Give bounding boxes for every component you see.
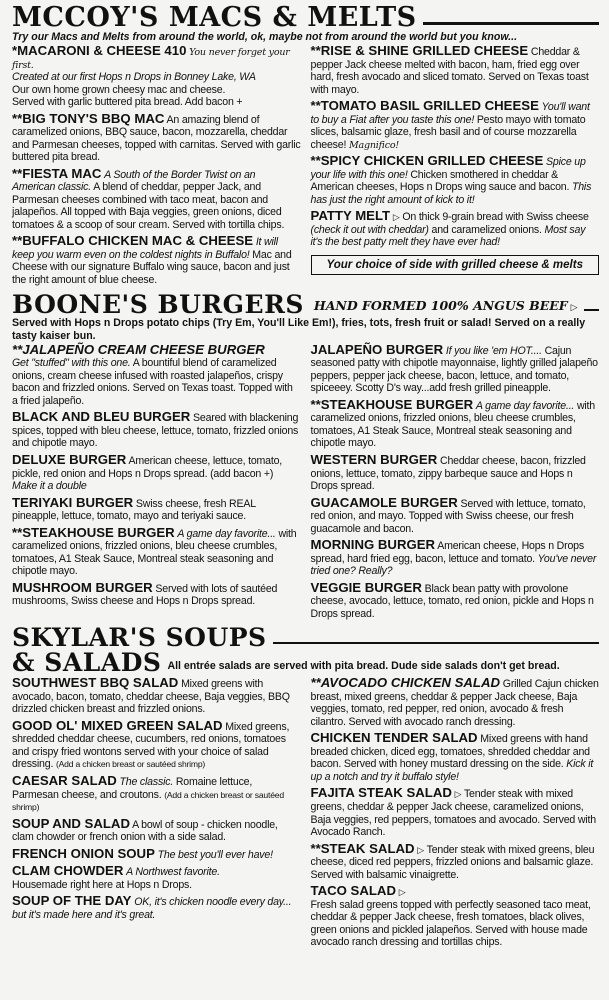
item-desc: A blend of cheddar, pepper Jack, and Parmesan cheeses combined with taco meat, bacon and jalapeños. All topped with Baja veggies, green onions, diced tomatoes & a scoop of sour cream. Served with tortilla chips. xyxy=(12,181,285,231)
item-addon: (Add a chicken breast or sautéed shrimp) xyxy=(55,759,206,770)
item-desc: with caramelized onions, frizzled onions, bleu cheese crumbles, tomatoes, A1 Steak Sauce, Montreal steak seasoning and chipotle mayo. xyxy=(12,527,297,578)
item-desc: On thick 9-grain bread with Swiss cheese xyxy=(402,211,589,224)
macs-title: MCCOY'S MACS & MELTS xyxy=(12,2,417,33)
menu-item xyxy=(12,111,301,164)
menu-item xyxy=(311,675,600,728)
item-desc: Housemade right here at Hops n Drops. xyxy=(12,878,192,891)
item-tagline: A Northwest favorite. xyxy=(126,866,220,879)
item-tagline: You'll want to buy a Fiat after you taste this one! xyxy=(310,101,590,126)
item-desc: with caramelized onions, frizzled onions, bleu cheese crumbles, tomatoes, A1 Steak Sauce, Montreal steak seasoning and chipotle mayo. xyxy=(310,399,595,450)
item-tagline: It will keep you warm even on the coldest nights in Buffalo! xyxy=(12,236,278,261)
burgers-right-column xyxy=(311,342,600,622)
menu-item xyxy=(12,846,301,862)
menu-item xyxy=(311,883,600,949)
item-desc: Black bean patty with provolone cheese, avocado, lettuce, tomato, red onion, pickle and Hops n Drops spread. xyxy=(310,582,594,620)
item-name: PATTY MELT xyxy=(310,208,391,224)
item-tagline: If you like 'em HOT.... xyxy=(445,344,542,357)
item-addon: (Add a chicken breast or sautéed shrimp) xyxy=(12,789,284,813)
item-name: SOUP OF THE DAY xyxy=(12,893,132,909)
item-name: CHICKEN TENDER SALAD xyxy=(310,730,478,746)
item-name: **RISE & SHINE GRILLED CHEESE xyxy=(310,43,529,59)
salads-right-column xyxy=(311,675,600,950)
item-name: TERIYAKI BURGER xyxy=(12,494,134,510)
item-name: MORNING BURGER xyxy=(310,537,436,553)
burgers-header xyxy=(12,290,599,320)
item-name: WESTERN BURGER xyxy=(310,451,438,467)
item-tagline: Most say it's the best patty melt they have ever had! xyxy=(310,223,586,249)
macs-intro: Try our Macs and Melts from around the world, ok, maybe not from around the world but you know... xyxy=(12,31,518,43)
item-desc: Fresh salad greens topped with perfectly seasoned taco meat, cheddar & pepper Jack cheese, fresh tomatoes, black olives, green onions and pickled jalapeños. Served with house made avocado ranch dressing and tortillas chips. xyxy=(310,898,591,949)
salads-intro: All entrée salads are served with pita bread. Dude side salads don't get bread. xyxy=(167,660,560,673)
menu-item xyxy=(12,718,301,771)
menu-item xyxy=(12,893,301,921)
item-name: CLAM CHOWDER xyxy=(12,863,124,879)
burgers-columns xyxy=(12,342,599,622)
house-favorite-icon: ▷ xyxy=(398,887,406,898)
item-name: **BUFFALO CHICKEN MAC & CHEESE xyxy=(12,233,254,249)
salads-title: SKYLAR'S SOUPS xyxy=(12,623,267,653)
item-desc: American cheese, lettuce, tomato, pickle, red onion and Hops n Drops spread. (add bacon +) xyxy=(12,454,283,480)
item-name: **STEAKHOUSE BURGER xyxy=(12,524,175,540)
burgers-title: BOONE'S BURGERS xyxy=(12,290,304,320)
menu-item xyxy=(311,98,600,151)
item-desc: Mixed greens, shredded cheddar cheese, cucumbers, red onions, tomatoes and crispy fried wontons served with your choice of salad dressing. xyxy=(12,720,290,771)
menu-item xyxy=(12,773,301,814)
menu-item xyxy=(311,153,600,206)
item-desc: Grilled Cajun chicken breast, mixed greens, cheddar & pepper Jack cheese, Baja veggies, tomato, red pepper, red onion, avocado & fresh cilantro. Served with avocado ranch dressing. xyxy=(310,678,599,728)
item-tagline: A game day favorite... xyxy=(475,399,575,412)
salads-header xyxy=(12,623,599,653)
divider xyxy=(584,309,599,311)
menu-item xyxy=(12,675,301,716)
salads-header-line2 xyxy=(12,648,599,678)
menu-item xyxy=(311,785,600,838)
item-desc: An amazing blend of caramelized onions, BBQ sauce, bacon, mozzarella, cheddar and Parmesan cheeses, topped with carnitas. Served with garlic buttered pita bread. xyxy=(12,113,301,164)
item-desc: Cheddar cheese, bacon, frizzled onions, lettuce, tomato, zippy barbeque sauce and Hops n Drops spread. xyxy=(310,454,586,493)
item-desc: Chicken smothered in cheddar & American cheeses, Hops n Drops wing sauce and bacon. xyxy=(310,168,570,194)
burgers-subtitle: HAND FORMED 100% ANGUS BEEF xyxy=(313,298,568,314)
house-favorite-icon: ▷ xyxy=(417,844,425,855)
item-tagline: OK, it's chicken noodle every day... but it's made here and it's great. xyxy=(12,896,292,921)
item-desc: Seared with blackening spices, topped with bleu cheese, lettuce, tomato, frizzled onions and chipotle mayo. xyxy=(12,412,299,450)
item-desc: Romaine lettuce, Parmesan cheese, and croutons. xyxy=(12,775,253,801)
item-tagline: You've never tried one? Really? xyxy=(310,552,597,578)
burgers-intro: Served with Hops n Drops potato chips (Try Em, You'll Like Em!), fries, tots, fresh fruit or salad! Served on a really tasty kaiser bun. xyxy=(12,317,586,342)
item-name: GUACAMOLE BURGER xyxy=(310,494,458,510)
menu-item xyxy=(311,397,600,450)
item-tagline: A game day favorite... xyxy=(177,527,276,540)
divider xyxy=(423,22,599,25)
item-desc: Mac and Cheese with our signature Buffalo wing sauce, bacon and just the right amount of blue cheese. xyxy=(12,248,292,286)
menu-item xyxy=(311,537,600,578)
menu-item xyxy=(311,730,600,783)
item-name: DELUXE BURGER xyxy=(12,451,127,467)
divider xyxy=(273,642,599,644)
menu-item xyxy=(12,43,301,109)
item-desc: Cajun seasoned patty with chipotle mayonnaise, lightly grilled jalapeño peppers, pepper jack cheese, bacon, lettuce, and tomato, spiceeey. Scotty D's way...add fresh grilled pineapple. xyxy=(310,344,598,395)
item-name: **STEAK SALAD xyxy=(310,840,415,856)
item-name: MUSHROOM BURGER xyxy=(12,579,153,595)
macs-left-column xyxy=(12,43,301,288)
item-desc: Mixed greens with avocado, bacon, tomato, cheddar cheese, Baja veggies, BBQ drizzled chicken breast and frizzled onions. xyxy=(12,678,290,716)
item-tagline: (check it out with cheddar) xyxy=(310,223,429,236)
item-note: Created at our first Hops n Drops in Bonney Lake, WA xyxy=(12,71,256,84)
macs-right-column xyxy=(311,43,600,288)
item-tagline: Make it a double xyxy=(12,480,87,493)
item-tagline: Get "stuffed" with this one. xyxy=(12,357,131,370)
menu-item xyxy=(311,43,600,96)
item-name: **TOMATO BASIL GRILLED CHEESE xyxy=(310,98,539,114)
item-name: VEGGIE BURGER xyxy=(310,579,422,595)
item-name: JALAPEÑO BURGER xyxy=(310,341,444,357)
menu-item xyxy=(12,166,301,232)
item-name: FAJITA STEAK SALAD xyxy=(310,785,452,801)
item-desc: Pesto mayo with tomato slices, balsamic glaze, fresh basil and of course mozzarella cheese! xyxy=(310,113,586,151)
menu-item xyxy=(12,409,301,450)
menu-item xyxy=(311,342,600,395)
item-tagline: This has just the right amount of kick to it! xyxy=(310,181,592,206)
house-favorite-icon: ▷ xyxy=(392,212,400,223)
item-desc: Served with garlic buttered pita bread. Add bacon + xyxy=(12,96,243,109)
menu-item xyxy=(12,525,301,578)
item-name: FRENCH ONION SOUP xyxy=(12,845,155,861)
menu-item xyxy=(12,863,301,891)
menu-item xyxy=(311,208,600,249)
item-tagline: Magnifico! xyxy=(348,139,400,151)
item-desc: Swiss cheese, fresh REAL pineapple, lettuce, tomato, mayo and teriyaki sauce. xyxy=(12,497,256,523)
item-tagline: You never forget your first. xyxy=(12,47,290,71)
item-name: **JALAPEÑO CREAM CHEESE BURGER xyxy=(12,341,265,357)
menu-item xyxy=(311,452,600,493)
item-name: SOUP AND SALAD xyxy=(12,815,130,831)
house-favorite-icon: ▷ xyxy=(454,789,462,800)
item-tagline: Kick it up a notch and try it buffalo style! xyxy=(310,758,594,783)
menu-item xyxy=(12,452,301,493)
house-favorite-icon: ▷ xyxy=(570,302,578,313)
menu-item xyxy=(311,495,600,536)
item-tagline: The best you'll ever have! xyxy=(157,848,273,861)
item-name: **SPICY CHICKEN GRILLED CHEESE xyxy=(310,153,544,169)
item-name: **STEAKHOUSE BURGER xyxy=(310,396,474,412)
side-choice-box: Your choice of side with grilled cheese & melts xyxy=(311,255,600,275)
item-tagline: The classic. xyxy=(119,775,174,788)
macs-columns xyxy=(12,43,599,288)
burgers-left-column xyxy=(12,342,301,622)
item-desc: Tender steak with mixed greens, cheddar & pepper Jack cheese, caramelized onions, Baja veggies, red peppers, tomatoes and avocado. Served with Avocado Ranch. xyxy=(310,788,596,839)
item-name: CAESAR SALAD xyxy=(12,772,117,788)
item-desc: Served with lots of sautéed mushrooms, Swiss cheese and Hops n Drops spread. xyxy=(12,582,278,608)
menu-item xyxy=(12,816,301,844)
item-desc: A bowl of soup - chicken noodle, clam chowder or french onion with a side salad. xyxy=(12,818,278,844)
item-name: TACO SALAD xyxy=(310,883,396,899)
item-desc: American cheese, Hops n Drops spread, hard fried egg, bacon, lettuce and tomato. xyxy=(310,540,584,565)
menu-item xyxy=(12,342,301,408)
menu-item xyxy=(12,495,301,523)
menu-item xyxy=(311,580,600,621)
item-name: **BIG TONY'S BBQ MAC xyxy=(12,110,165,126)
item-desc: Cheddar & pepper Jack cheese melted with bacon, ham, fried egg over hard, fresh avocado and sliced tomato. Served on Texas toast with mayo. xyxy=(310,46,589,96)
item-tagline: Spice up your life with this one! xyxy=(310,156,586,181)
salads-columns xyxy=(12,675,599,950)
item-name: **FIESTA MAC xyxy=(12,165,102,181)
item-desc: Tender steak with mixed greens, bleu cheese, diced red peppers, frizzled onions and balsamic glaze. Served with balsamic vinaigrette. xyxy=(310,843,595,881)
macs-header xyxy=(12,4,599,31)
menu-item xyxy=(12,580,301,608)
menu-item xyxy=(12,233,301,286)
item-desc: Mixed greens with hand breaded chicken, diced egg, tomatoes, shredded cheddar and bacon. Served with honey mustard dressing on the side. xyxy=(310,733,590,771)
item-desc: A bountiful blend of caramelized onions, cream cheese infused with roasted jalapeños, crispy bacon and frizzled onions. Served on Texas toast. Topped with a fried jalapeño. xyxy=(12,357,293,407)
item-desc: Served with lettuce, tomato, red onion, and mayo. Topped with Swiss cheese, our fresh guacamole and bacon. xyxy=(310,497,586,535)
item-name: **AVOCADO CHICKEN SALAD xyxy=(310,675,501,691)
item-name: GOOD OL' MIXED GREEN SALAD xyxy=(12,717,223,733)
item-desc: and caramelized onions. xyxy=(431,223,542,236)
item-tagline: A South of the Border Twist on an American classic. xyxy=(12,168,256,194)
item-name: SOUTHWEST BBQ SALAD xyxy=(12,675,179,691)
item-name: *MACARONI & CHEESE 410 xyxy=(12,43,187,59)
salads-title-cont: & SALADS xyxy=(12,648,162,678)
salads-left-column xyxy=(12,675,301,950)
item-name: BLACK AND BLEU BURGER xyxy=(12,409,191,425)
menu-item xyxy=(311,841,600,882)
item-desc: Our own home grown cheesy mac and cheese. xyxy=(12,83,226,96)
